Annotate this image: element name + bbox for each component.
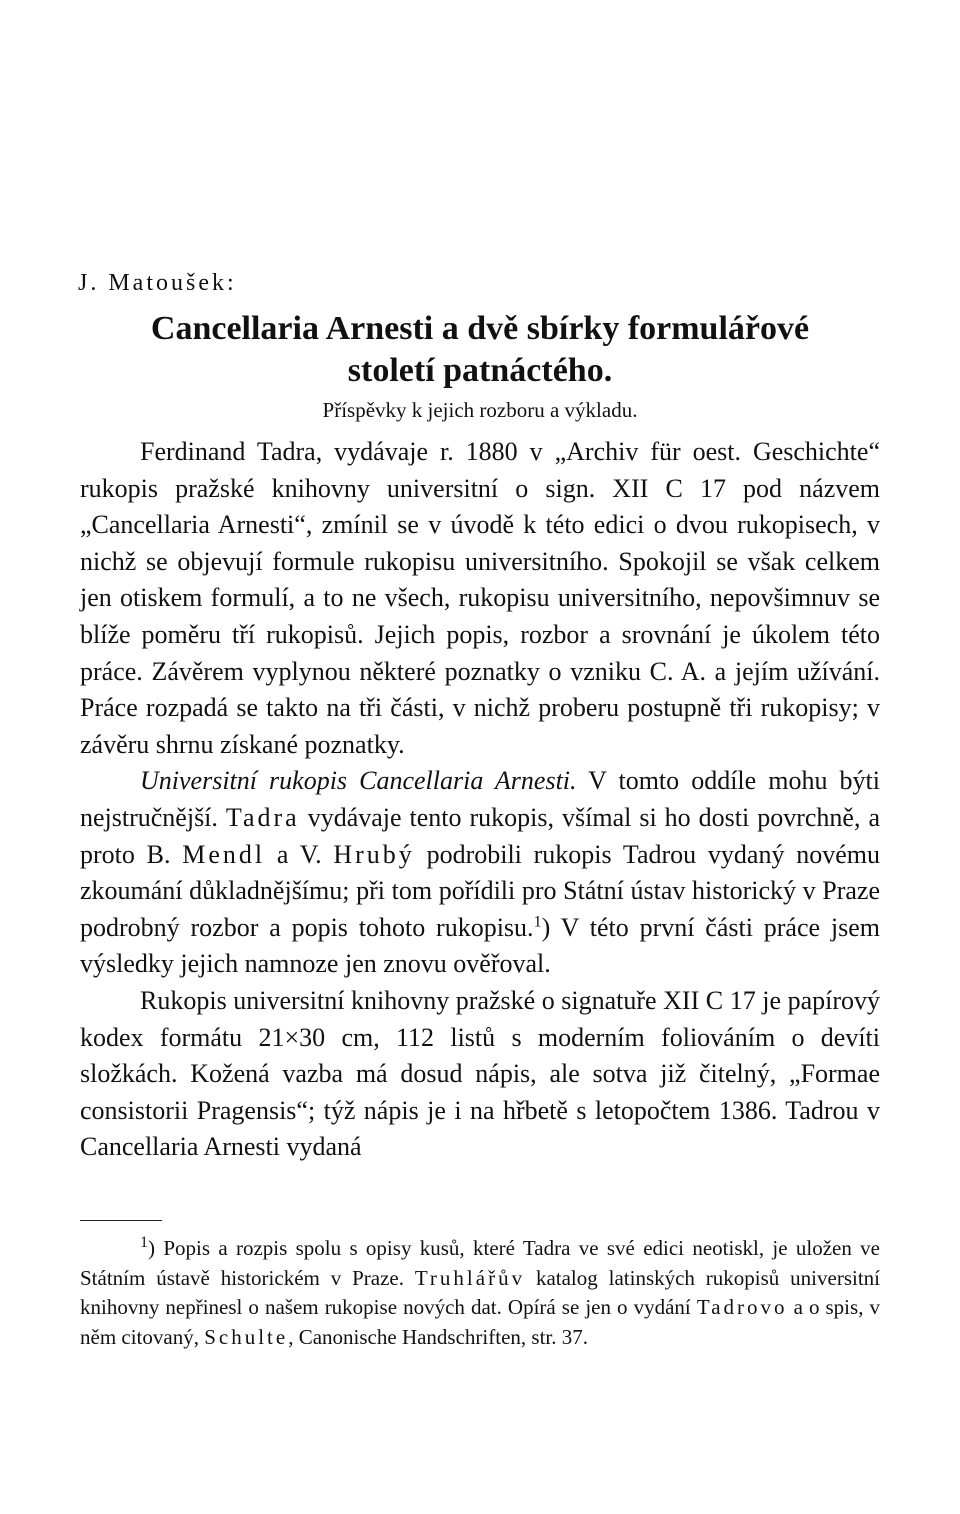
name-tadrovo: Tadrovo [696, 1295, 788, 1319]
footnotes [80, 1234, 880, 1352]
name-tadra: Tadra [225, 802, 300, 832]
footnote-1 [80, 1234, 880, 1352]
footnote-text-d: , Canonische Handschriften, str. 37. [288, 1324, 588, 1349]
article-title-line-2: století patnáctého. [347, 352, 613, 389]
paragraph-3: Rukopis universitní knihovny pražské o signatuře XII C 17 je papírový kodex formátu 21×30 cm, 112 listů s moderním foliováním o devíti složkách. Kožená vazba má dosud nápis, ale sotva již čitelný, „Formae consistorii Pragensis“; týž nápis je i na hřbetě s letopočtem 1386. Tadrou v Cancellaria Arnesti vydaná [80, 985, 880, 1162]
article-title-line-1: Cancellaria Arnesti a dvě sbírky formulářové [150, 310, 810, 347]
paragraph-2-text-e: ) V této první části práce jsem výsledky jejich namnoze jen znovu ověřoval. [80, 912, 881, 979]
footnote-text-a: ) Popis a rozpis spolu s opisy kusů, které Tadra ve své edici neotiskl, je uložen ve Státním ústavě historickém v Praze. [80, 1236, 880, 1290]
name-truhlar: Truhlářův [414, 1265, 526, 1290]
paragraph-2 [80, 763, 880, 983]
footnote-reference[interactable]: 1 [533, 913, 542, 931]
name-mendl: Mendl [182, 839, 266, 869]
paragraph-2-text-b: vydávaje tento rukopis, všímal si ho dosti povrchně, a proto B. [80, 802, 880, 869]
article-subtitle: Příspěvky k jejich rozboru a výkladu. [322, 398, 638, 422]
article-title [80, 308, 880, 392]
name-schulte: Schulte [204, 1324, 289, 1349]
article-body [80, 434, 880, 1166]
paragraph-2-text-a: V tomto oddíle mohu býti nejstručnější. [80, 766, 880, 832]
author-name: J. Matoušek: [78, 270, 237, 296]
paragraph-2-text-d: podrobili rukopis Tadrou vydaný novému zkoumání důkladnějšímu; při tom pořídili pro Státní ústav historický v Praze podrobný rozbor a popis tohoto rukopisu. [80, 839, 880, 942]
section-heading: Universitní rukopis Cancellaria Arnesti. [140, 766, 577, 796]
name-hruby: Hrubý [333, 839, 415, 869]
footnote-text-c: a o spis, v něm citovaný, [80, 1295, 880, 1349]
paragraph-2-text-c: a V. [265, 839, 334, 869]
paragraph-1: Ferdinand Tadra, vydávaje r. 1880 v „Archiv für oest. Geschichte“ rukopis pražské knihovny universitní o sign. XII C 17 pod názvem „Cancellaria Arnesti“, zmínil se v úvodě k této edici o dvou rukopisech, v nichž se objevují formule rukopisu universitního. Spokojil se však celkem jen otiskem formulí, a to ne všech, rukopisu universitního, nepovšimnuv se blíže poměru tří rukopisů. Jejich popis, rozbor a srovnání je úkolem této práce. Závěrem vyplynou některé poznatky o vzniku C. A. a jejím užívání. Práce rozpadá se takto na tři části, v nichž proberu postupně tři rukopisy; v závěru shrnu získané poznatky. [80, 437, 880, 759]
footnote-divider [80, 1220, 162, 1221]
footnote-text-b: katalog latinských rukopisů universitní knihovny nepřinesl o našem rukopise nových dat. Opírá se jen o vydání [80, 1265, 880, 1319]
footnote-marker: 1 [140, 1234, 148, 1251]
